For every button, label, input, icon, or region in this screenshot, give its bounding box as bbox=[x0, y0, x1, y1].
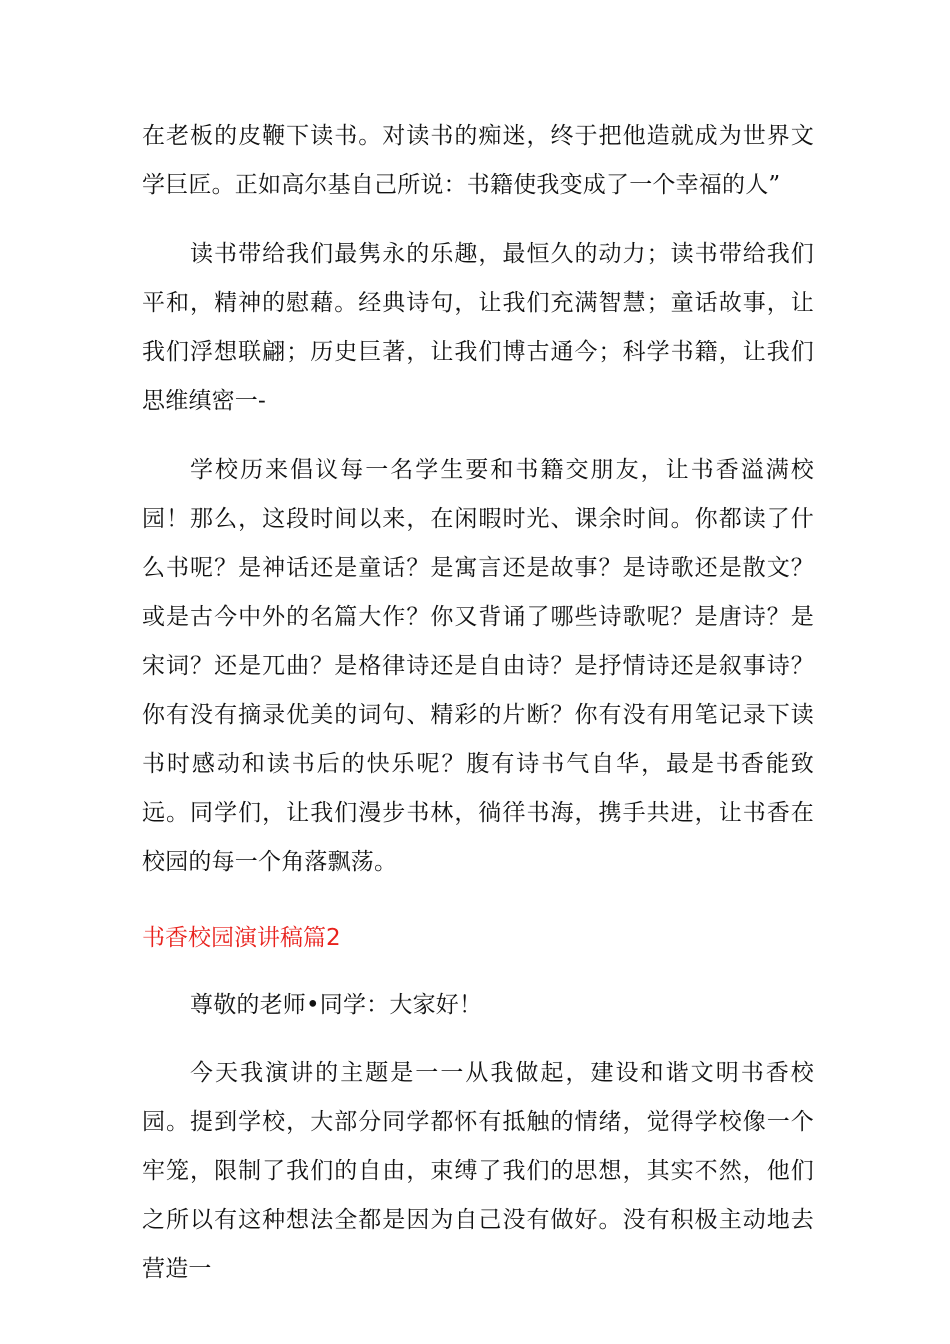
paragraph-school-initiative: 学校历来倡议每一名学生要和书籍交朋友，让书香溢满校园！那么，这段时间以来，在闲暇时光、课余时间。你都读了什么书呢？是神话还是童话？是寓言还是故事？是诗歌还是散文？或是古今中外的名篇大作？你又背诵了哪些诗歌呢？是唐诗？是宋词？还是兀曲？是格律诗还是自由诗？是抒情诗还是叙事诗？你有没有摘录优美的词句、精彩的片断？你有没有用笔记录下读书时感动和读书后的快乐呢？腹有诗书气自华，最是书香能致远。同学们，让我们漫步书林，徜徉书海，携手共进，让书香在校园的每一个角落飘荡。 bbox=[142, 457, 814, 875]
speech-paragraph-theme: 今天我演讲的主题是一一从我做起，建设和谐文明书香校园。提到学校，大部分同学都怀有抵触的情绪，觉得学校像一个牢笼，限制了我们的自由，束缚了我们的思想，其实不然，他们之所以有这种想法全都是因为自己没有做好。没有积极主动地去营造一 bbox=[142, 1060, 814, 1282]
speech-greeting: 尊敬的老师•同学：大家好！ bbox=[190, 992, 483, 1018]
section-heading: 书香校园演讲稿篇2 bbox=[142, 925, 341, 951]
paragraph-reading-joy: 读书带给我们最隽永的乐趣，最恒久的动力；读书带给我们平和，精神的慰藉。经典诗句，让我们充满智慧；童话故事，让我们浮想联翩；历史巨著，让我们博古通今；科学书籍，让我们思维缜密一- bbox=[142, 241, 814, 414]
paragraph-gorky-quote: 在老板的皮鞭下读书。对读书的痴迷，终于把他造就成为世界文学巨匠。正如高尔基自己所说：书籍使我变成了一个幸福的人” bbox=[142, 123, 814, 198]
